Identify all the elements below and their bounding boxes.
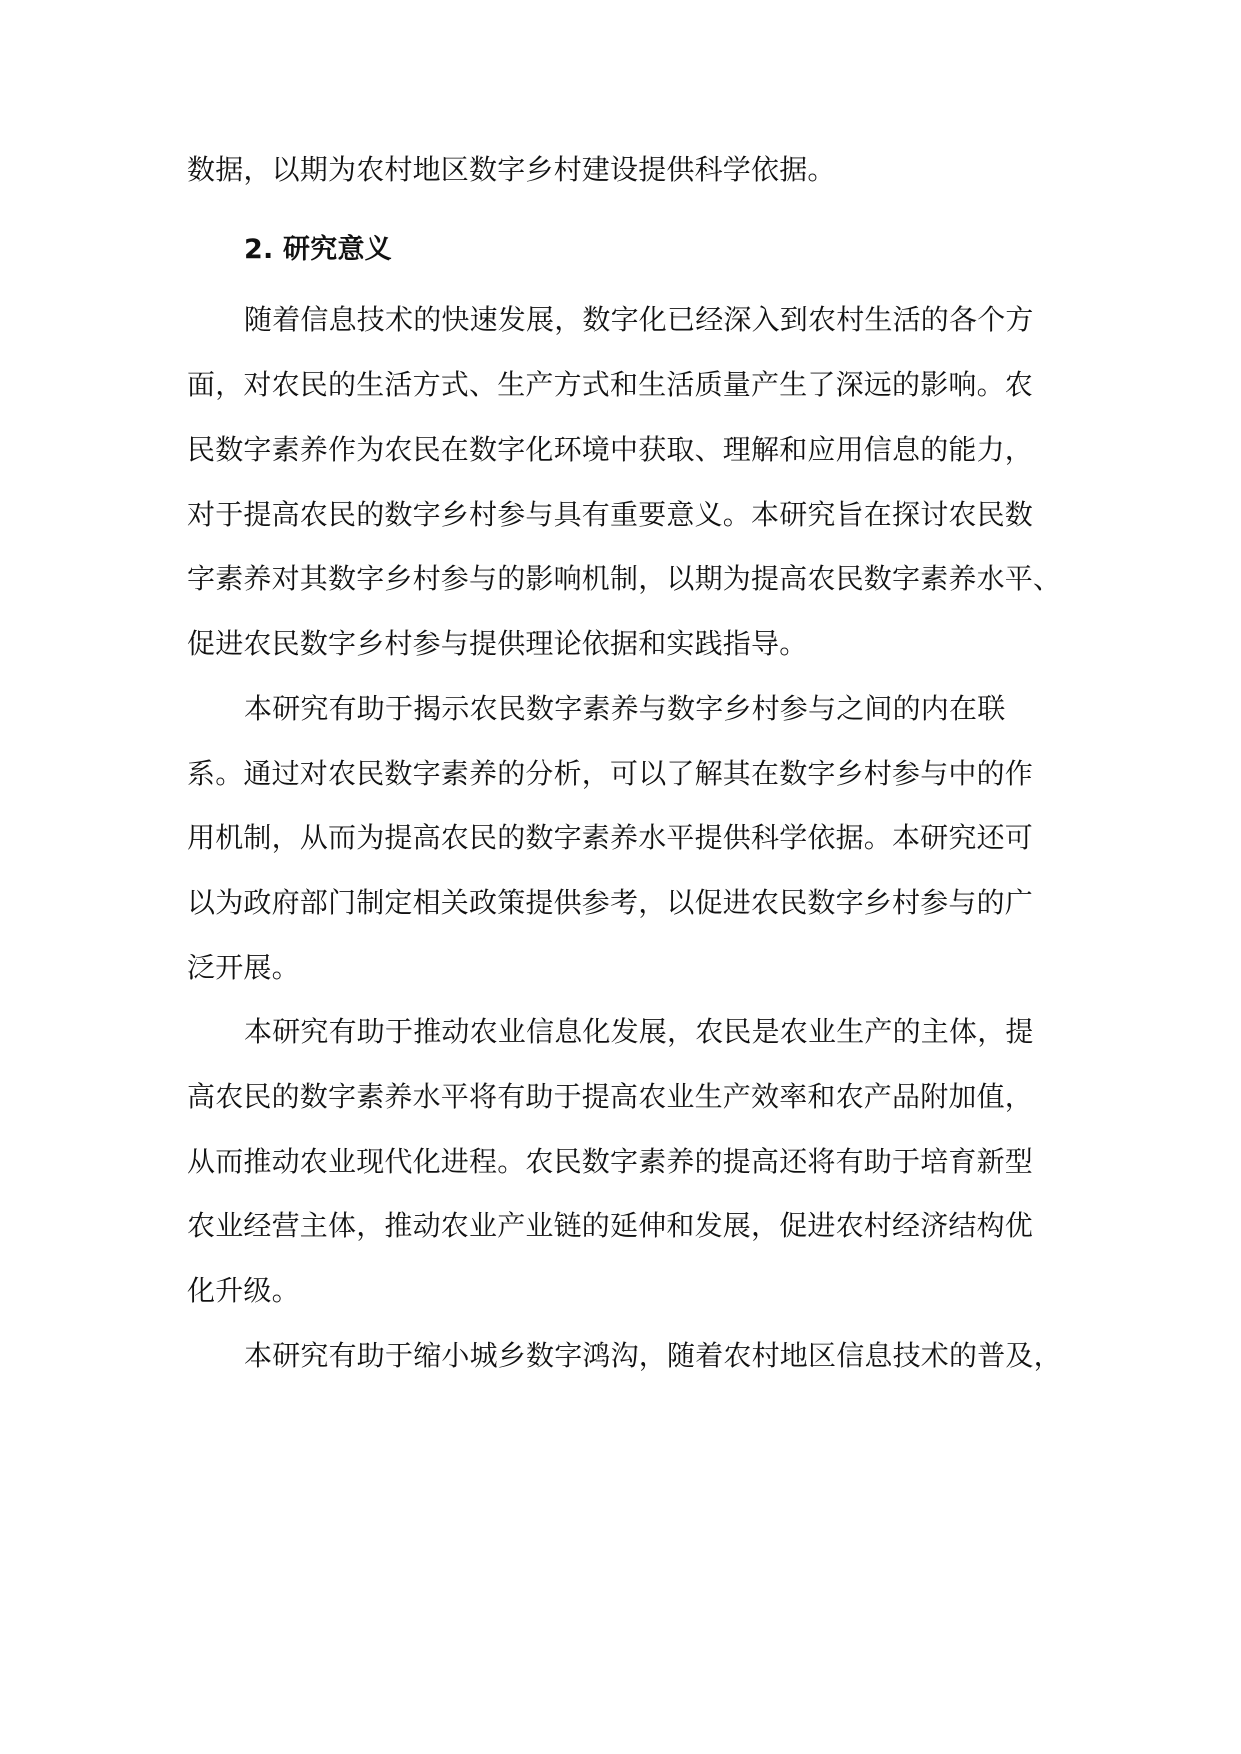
paragraph-line: 面，对农民的生活方式、生产方式和生活质量产生了深远的影响。农 — [187, 368, 1034, 401]
paragraph-line: 化升级。 — [187, 1274, 300, 1307]
paragraph-line: 从而推动农业现代化进程。农民数字素养的提高还将有助于培育新型 — [187, 1145, 1034, 1178]
paragraph-line: 用机制，从而为提高农民的数字素养水平提供科学依据。本研究还可 — [187, 821, 1034, 854]
paragraph-line: 本研究有助于揭示农民数字素养与数字乡村参与之间的内在联 — [244, 692, 1006, 725]
paragraph-line: 数据，以期为农村地区数字乡村建设提供科学依据。 — [187, 153, 836, 186]
paragraph-line: 对于提高农民的数字乡村参与具有重要意义。本研究旨在探讨农民数 — [187, 498, 1034, 531]
paragraph-line: 字素养对其数字乡村参与的影响机制，以期为提高农民数字素养水平、 — [187, 562, 1062, 595]
paragraph-line: 本研究有助于缩小城乡数字鸿沟，随着农村地区信息技术的普及， — [244, 1339, 1062, 1372]
paragraph-line: 农业经营主体，推动农业产业链的延伸和发展，促进农村经济结构优 — [187, 1209, 1034, 1242]
section-heading: 2. 研究意义 — [244, 234, 392, 265]
paragraph-line: 民数字素养作为农民在数字化环境中获取、理解和应用信息的能力， — [187, 433, 1034, 466]
paragraph-line: 系。通过对农民数字素养的分析，可以了解其在数字乡村参与中的作 — [187, 757, 1034, 790]
paragraph-line: 高农民的数字素养水平将有助于提高农业生产效率和农产品附加值， — [187, 1080, 1034, 1113]
paragraph-line: 促进农民数字乡村参与提供理论依据和实践指导。 — [187, 627, 808, 660]
paragraph-line: 以为政府部门制定相关政策提供参考，以促进农民数字乡村参与的广 — [187, 886, 1034, 919]
paragraph-line: 泛开展。 — [187, 951, 300, 984]
paragraph-line: 本研究有助于推动农业信息化发展，农民是农业生产的主体，提 — [244, 1015, 1034, 1048]
paragraph-line: 随着信息技术的快速发展，数字化已经深入到农村生活的各个方 — [244, 303, 1034, 336]
